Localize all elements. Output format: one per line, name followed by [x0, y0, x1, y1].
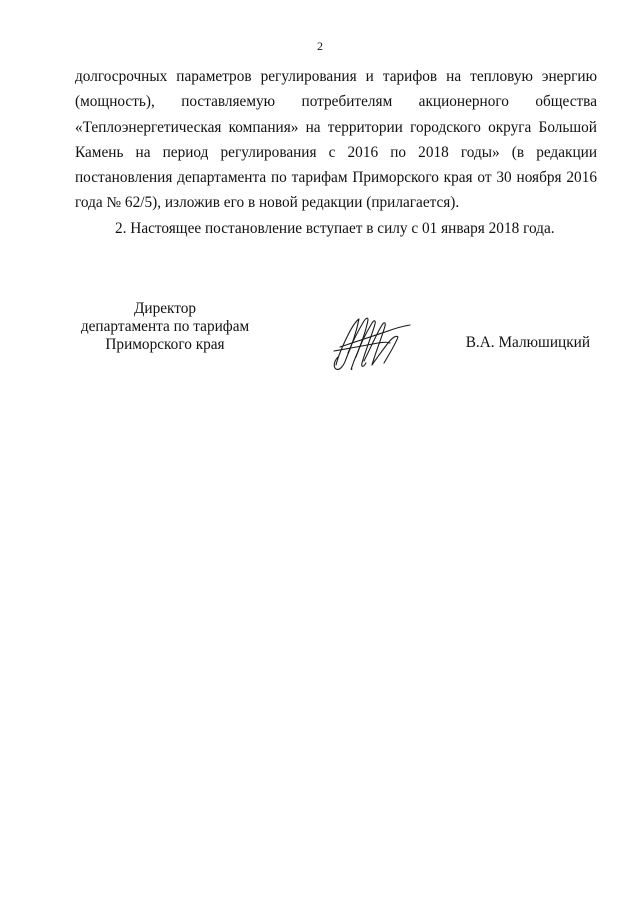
page-number: 2	[317, 39, 323, 53]
signatory-title-line: Приморского края	[105, 336, 225, 353]
signatory-title-line: департамента по тарифам	[80, 318, 250, 335]
document-body	[75, 64, 597, 241]
handwritten-signature	[326, 313, 412, 375]
signatory-name: В.А. Малюшицкий	[465, 334, 590, 351]
paragraph-effective-date: 2. Настоящее постановление вступает в силу с 01 января 2018 года.	[115, 219, 555, 237]
paragraph-continuation: долгосрочных параметров регулирования и тарифов на тепловую энергию (мощность), поставляемую потребителям акционерного общества «Теплоэнергетическая компания» на территории городского округа Большой Камень на период регулирования с 2016 по 2018 годы» (в редакции постановления департамента по тарифам Приморского края от 30 ноября 2016 года № 62/5), изложив его в новой редакции (прилагается).	[75, 68, 597, 212]
signatory-title	[75, 300, 255, 354]
signatory-title-line: Директор	[133, 300, 197, 317]
